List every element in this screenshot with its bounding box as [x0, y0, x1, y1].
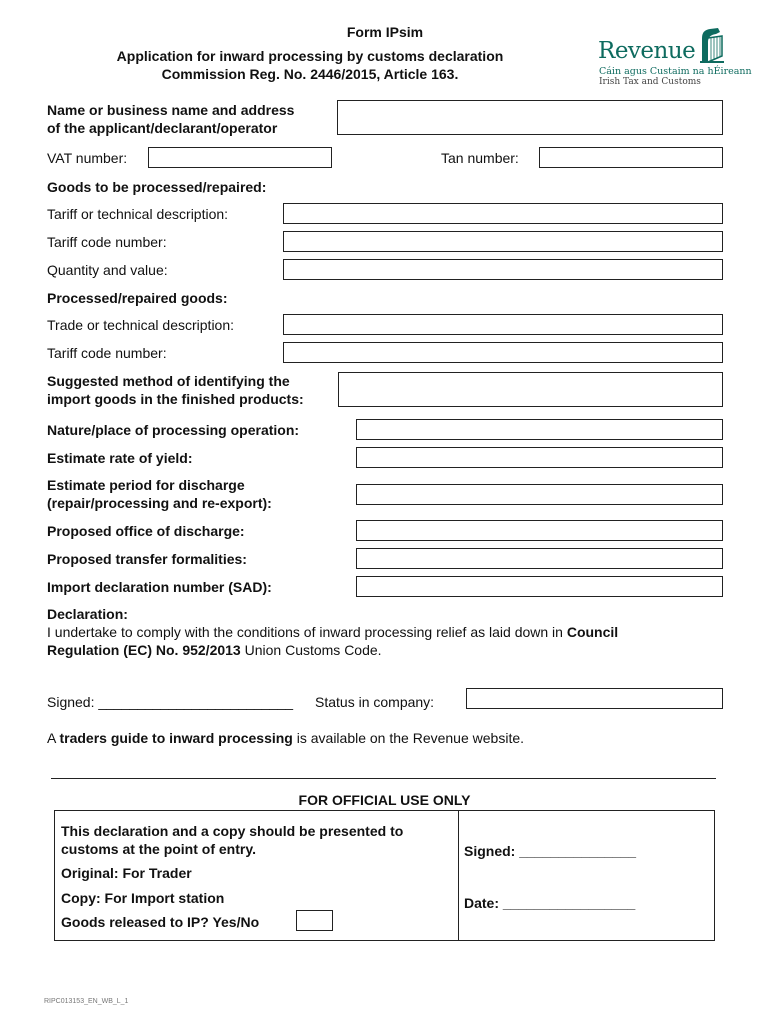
quantity-input[interactable] — [283, 259, 723, 280]
official-copy: Copy: For Import station — [61, 890, 225, 906]
declaration-text-a: I undertake to comply with the conditions of inward processing relief as laid down in — [47, 624, 567, 640]
status-label: Status in company: — [315, 694, 435, 710]
signed-line: Signed: _________________________ — [47, 694, 294, 710]
declaration-text-b: Council — [566, 624, 619, 640]
vat-label: VAT number: — [47, 150, 128, 166]
yield-input[interactable] — [356, 447, 723, 468]
status-input[interactable] — [466, 688, 723, 709]
office-label: Proposed office of discharge: — [47, 523, 245, 539]
period-label-line2: (repair/processing and re-export): — [47, 495, 272, 511]
tariff-code-label: Tariff code number: — [47, 234, 167, 250]
method-input[interactable] — [338, 372, 723, 407]
guide-text-c: is available on the Revenue website. — [292, 730, 525, 746]
transfer-input[interactable] — [356, 548, 723, 569]
logo-irish-text: Cáin agus Custaim na hÉireann — [599, 66, 752, 77]
quantity-label: Quantity and value: — [47, 262, 168, 278]
import-declaration-label: Import declaration number (SAD): — [47, 579, 272, 595]
period-input[interactable] — [356, 484, 723, 505]
form-subtitle-line2: Commission Reg. No. 2446/2015, Article 163. — [161, 66, 459, 82]
official-box-divider — [458, 811, 459, 940]
goods-heading: Goods to be processed/repaired: — [47, 179, 267, 195]
trade-description-label: Trade or technical description: — [47, 317, 235, 333]
method-label-line1: Suggested method of identifying the — [47, 373, 290, 389]
official-note-line2: customs at the point of entry. — [61, 841, 256, 857]
official-signed: Signed: _______________ — [464, 843, 637, 859]
form-code: RIPC013153_EN_WB_L_1 — [44, 998, 129, 1005]
separator-line — [51, 778, 716, 779]
declaration-text-c: Regulation (EC) No. 952/2013 — [47, 642, 241, 658]
tariff-description-input[interactable] — [283, 203, 723, 224]
revenue-logo — [598, 26, 752, 90]
yield-label: Estimate rate of yield: — [47, 450, 193, 466]
nature-label: Nature/place of processing operation: — [47, 422, 300, 438]
period-label-line1: Estimate period for discharge — [47, 477, 245, 493]
declaration-text-line1 — [47, 623, 618, 641]
office-input[interactable] — [356, 520, 723, 541]
official-use-box — [54, 810, 715, 941]
declaration-text-line2 — [47, 641, 382, 659]
tariff-code-input[interactable] — [283, 231, 723, 252]
tariff-code2-label: Tariff code number: — [47, 345, 167, 361]
applicant-label-line2: of the applicant/declarant/operator — [47, 120, 278, 136]
vat-input[interactable] — [148, 147, 332, 168]
nature-input[interactable] — [356, 419, 723, 440]
released-checkbox[interactable] — [296, 910, 333, 931]
form-subtitle-line1: Application for inward processing by customs declaration — [116, 48, 504, 64]
tan-label: Tan number: — [441, 150, 519, 166]
logo-english-text: Irish Tax and Customs — [599, 77, 701, 87]
tariff-description-label: Tariff or technical description: — [47, 206, 229, 222]
tariff-code2-input[interactable] — [283, 342, 723, 363]
guide-text-a: A — [47, 730, 60, 746]
import-declaration-input[interactable] — [356, 576, 723, 597]
applicant-label-line1: Name or business name and address — [47, 102, 295, 118]
official-original: Original: For Trader — [61, 865, 192, 881]
logo-wordmark: Revenue — [598, 38, 696, 64]
applicant-input[interactable] — [337, 100, 723, 135]
method-label-line2: import goods in the finished products: — [47, 391, 304, 407]
declaration-heading: Declaration: — [47, 606, 128, 622]
official-date: Date: _________________ — [464, 895, 636, 911]
transfer-label: Proposed transfer formalities: — [47, 551, 247, 567]
guide-text — [47, 729, 524, 747]
harp-icon — [696, 26, 726, 64]
official-released: Goods released to IP? Yes/No — [61, 914, 260, 930]
official-use-heading: FOR OFFICIAL USE ONLY — [298, 792, 471, 808]
processed-heading: Processed/repaired goods: — [47, 290, 228, 306]
declaration-text-d: Union Customs Code. — [240, 642, 382, 658]
guide-text-b: traders guide to inward processing — [59, 730, 293, 746]
official-note-line1: This declaration and a copy should be presented to — [61, 823, 404, 839]
trade-description-input[interactable] — [283, 314, 723, 335]
tan-input[interactable] — [539, 147, 723, 168]
form-title: Form IPsim — [346, 24, 424, 40]
